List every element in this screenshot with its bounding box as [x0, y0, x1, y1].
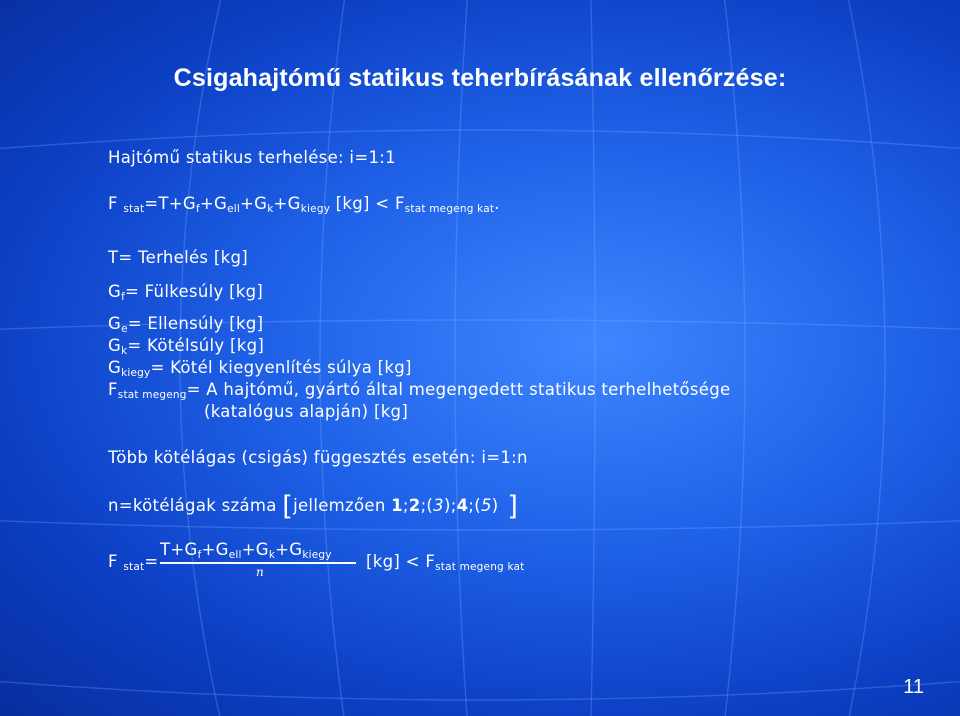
formula2-rhs: $[kg] < F_{stat megeng kat}$ [366, 552, 525, 573]
definition-Gk: $G_k=$ Kötélsúly [kg] [108, 336, 265, 357]
static-load-line: Hajtómű statikus terhelése: i=1:1 [108, 148, 396, 167]
rope-count-line: n=kötélágak száma [jellemzően 1;2;(3);4;(5) ] [108, 491, 519, 522]
static-load-formula: F $_{stat}=T+G_f+G_{ell}+G_k+G_{kiegy}$ $[kg] < F_{stat megeng kat}$. [108, 194, 500, 215]
fraction-denominator: n [256, 565, 264, 579]
definition-Gkiegy: $G_{kiegy}=$ Kötél kiegyenlítés súlya [kg] [108, 358, 412, 379]
formula2-lhs: F $_{stat}$= [108, 552, 159, 573]
multi-rope-line: Több kötélágas (csigás) függesztés esetén: i=1:n [108, 448, 528, 467]
definition-T: T= Terhelés [kg] [108, 248, 248, 267]
definition-Fstat-megeng: $F_{stat megeng}= A$ hajtómű, gyártó által megengedett statikus terhelhetősége [108, 380, 731, 401]
definition-Fstat-megeng-cont: (katalógus alapján) [kg] [204, 402, 409, 421]
slide-title: Csigahajtómű statikus teherbírásának ellenőrzése: [173, 64, 787, 92]
definition-Gf: $G_f=$ Fülkesúly [kg] [108, 282, 264, 303]
fraction-bar [160, 562, 356, 564]
page-number: 11 [903, 676, 924, 698]
definition-Ge: $G_e=$ Ellensúly [kg] [108, 314, 264, 335]
fraction-numerator: $T+G_f+G_{ell}+G_k+G_{kiegy}$ [160, 540, 332, 561]
